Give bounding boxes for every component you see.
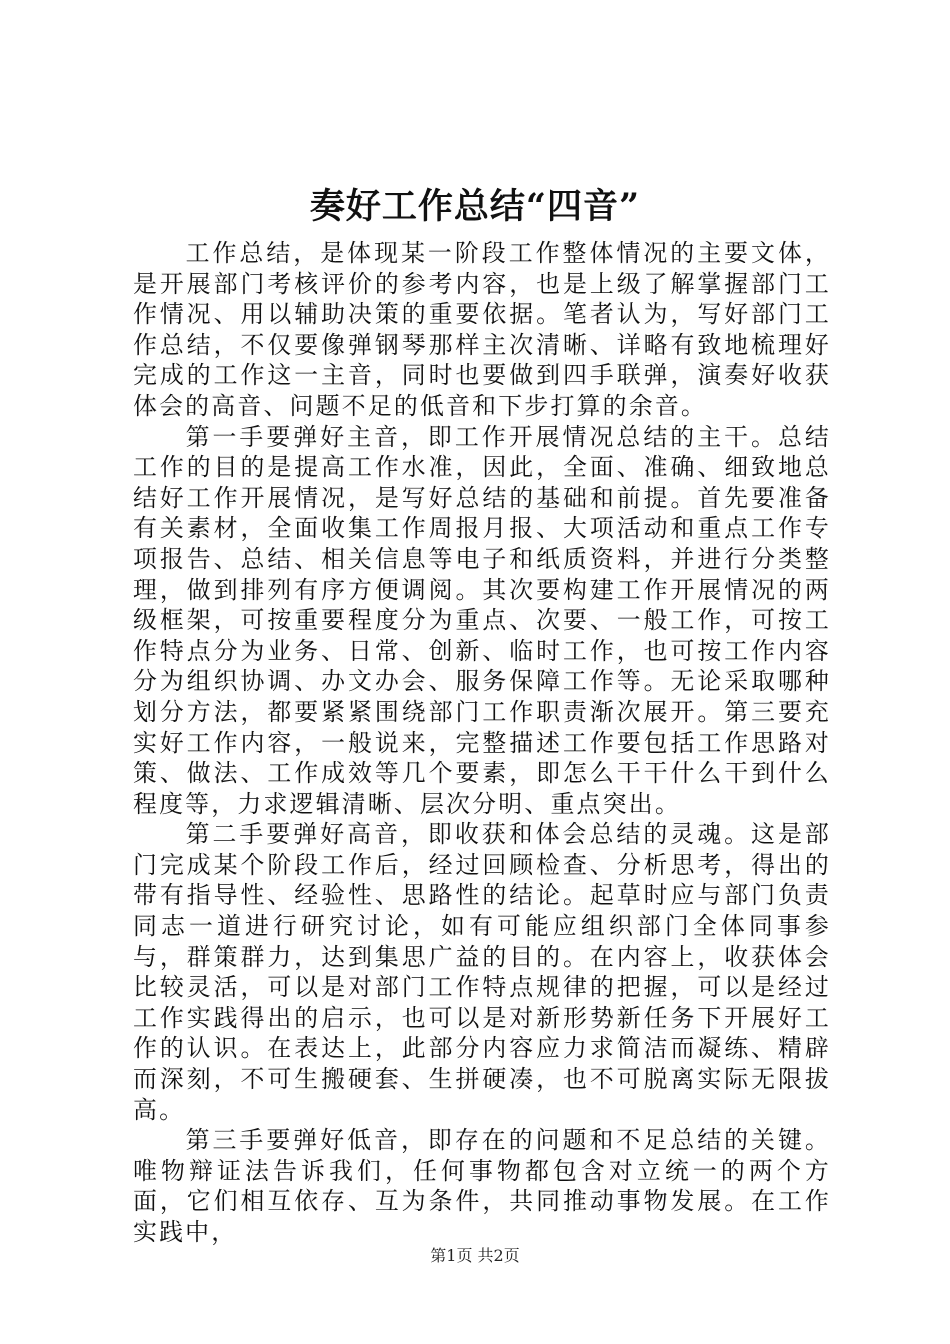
paragraph: 工作总结，是体现某一阶段工作整体情况的主要文体，是开展部门考核评价的参考内容，也是上级了解掌握部门工作情况、用以辅助决策的重要依据。笔者认为，写好部门工作总结，不仅要像弹钢琴那样主次清晰、详略有致地梳理好完成的工作这一主音，同时也要做到四手联弹，演奏好收获体会的高音、问题不足的低音和下步打算的余音。 xyxy=(133,239,831,420)
paragraph: 第一手要弹好主音，即工作开展情况总结的主干。总结工作的目的是提高工作水准，因此，全面、准确、细致地总结好工作开展情况，是写好总结的基础和前提。首先要准备有关素材，全面收集工作周报月报、大项活动和重点工作专项报告、总结、相关信息等电子和纸质资料，并进行分类整理，做到排列有序方便调阅。其次要构建工作开展情况的两级框架，可按重要程度分为重点、次要、一般工作，可按工作特点分为业务、日常、创新、临时工作，也可按工作内容分为组织协调、办文办会、服务保障工作等。无论采取哪种划分方法，都要紧紧围绕部门工作职责渐次展开。第三要充实好工作内容，一般说来，完整描述工作要包括工作思路对策、做法、工作成效等几个要素，即怎么干干什么干到什么程度等，力求逻辑清晰、层次分明、重点突出。 xyxy=(133,422,831,818)
document-title: 奏好工作总结“四音” xyxy=(309,186,641,227)
paragraph: 第二手要弹好高音，即收获和体会总结的灵魂。这是部门完成某个阶段工作后，经过回顾检查、分析思考，得出的带有指导性、经验性、思路性的结论。起草时应与部门负责同志一道进行研究讨论，如有可能应组织部门全体同事参与，群策群力，达到集思广益的目的。在内容上，收获体会比较灵活，可以是对部门工作特点规律的把握，可以是经过工作实践得出的启示，也可以是对新形势新任务下开展好工作的认识。在表达上，此部分内容应力求简洁而凝练、精辟而深刻，不可生搬硬套、生拼硬凑，也不可脱离实际无限拔高。 xyxy=(133,820,831,1124)
document-body xyxy=(133,238,831,1248)
page-number-footer: 第1页 共2页 xyxy=(430,1246,520,1265)
paragraph: 第三手要弹好低音，即存在的问题和不足总结的关键。唯物辩证法告诉我们，任何事物都包含对立统一的两个方面，它们相互依存、互为条件，共同推动事物发展。在工作实践中， xyxy=(133,1126,831,1246)
